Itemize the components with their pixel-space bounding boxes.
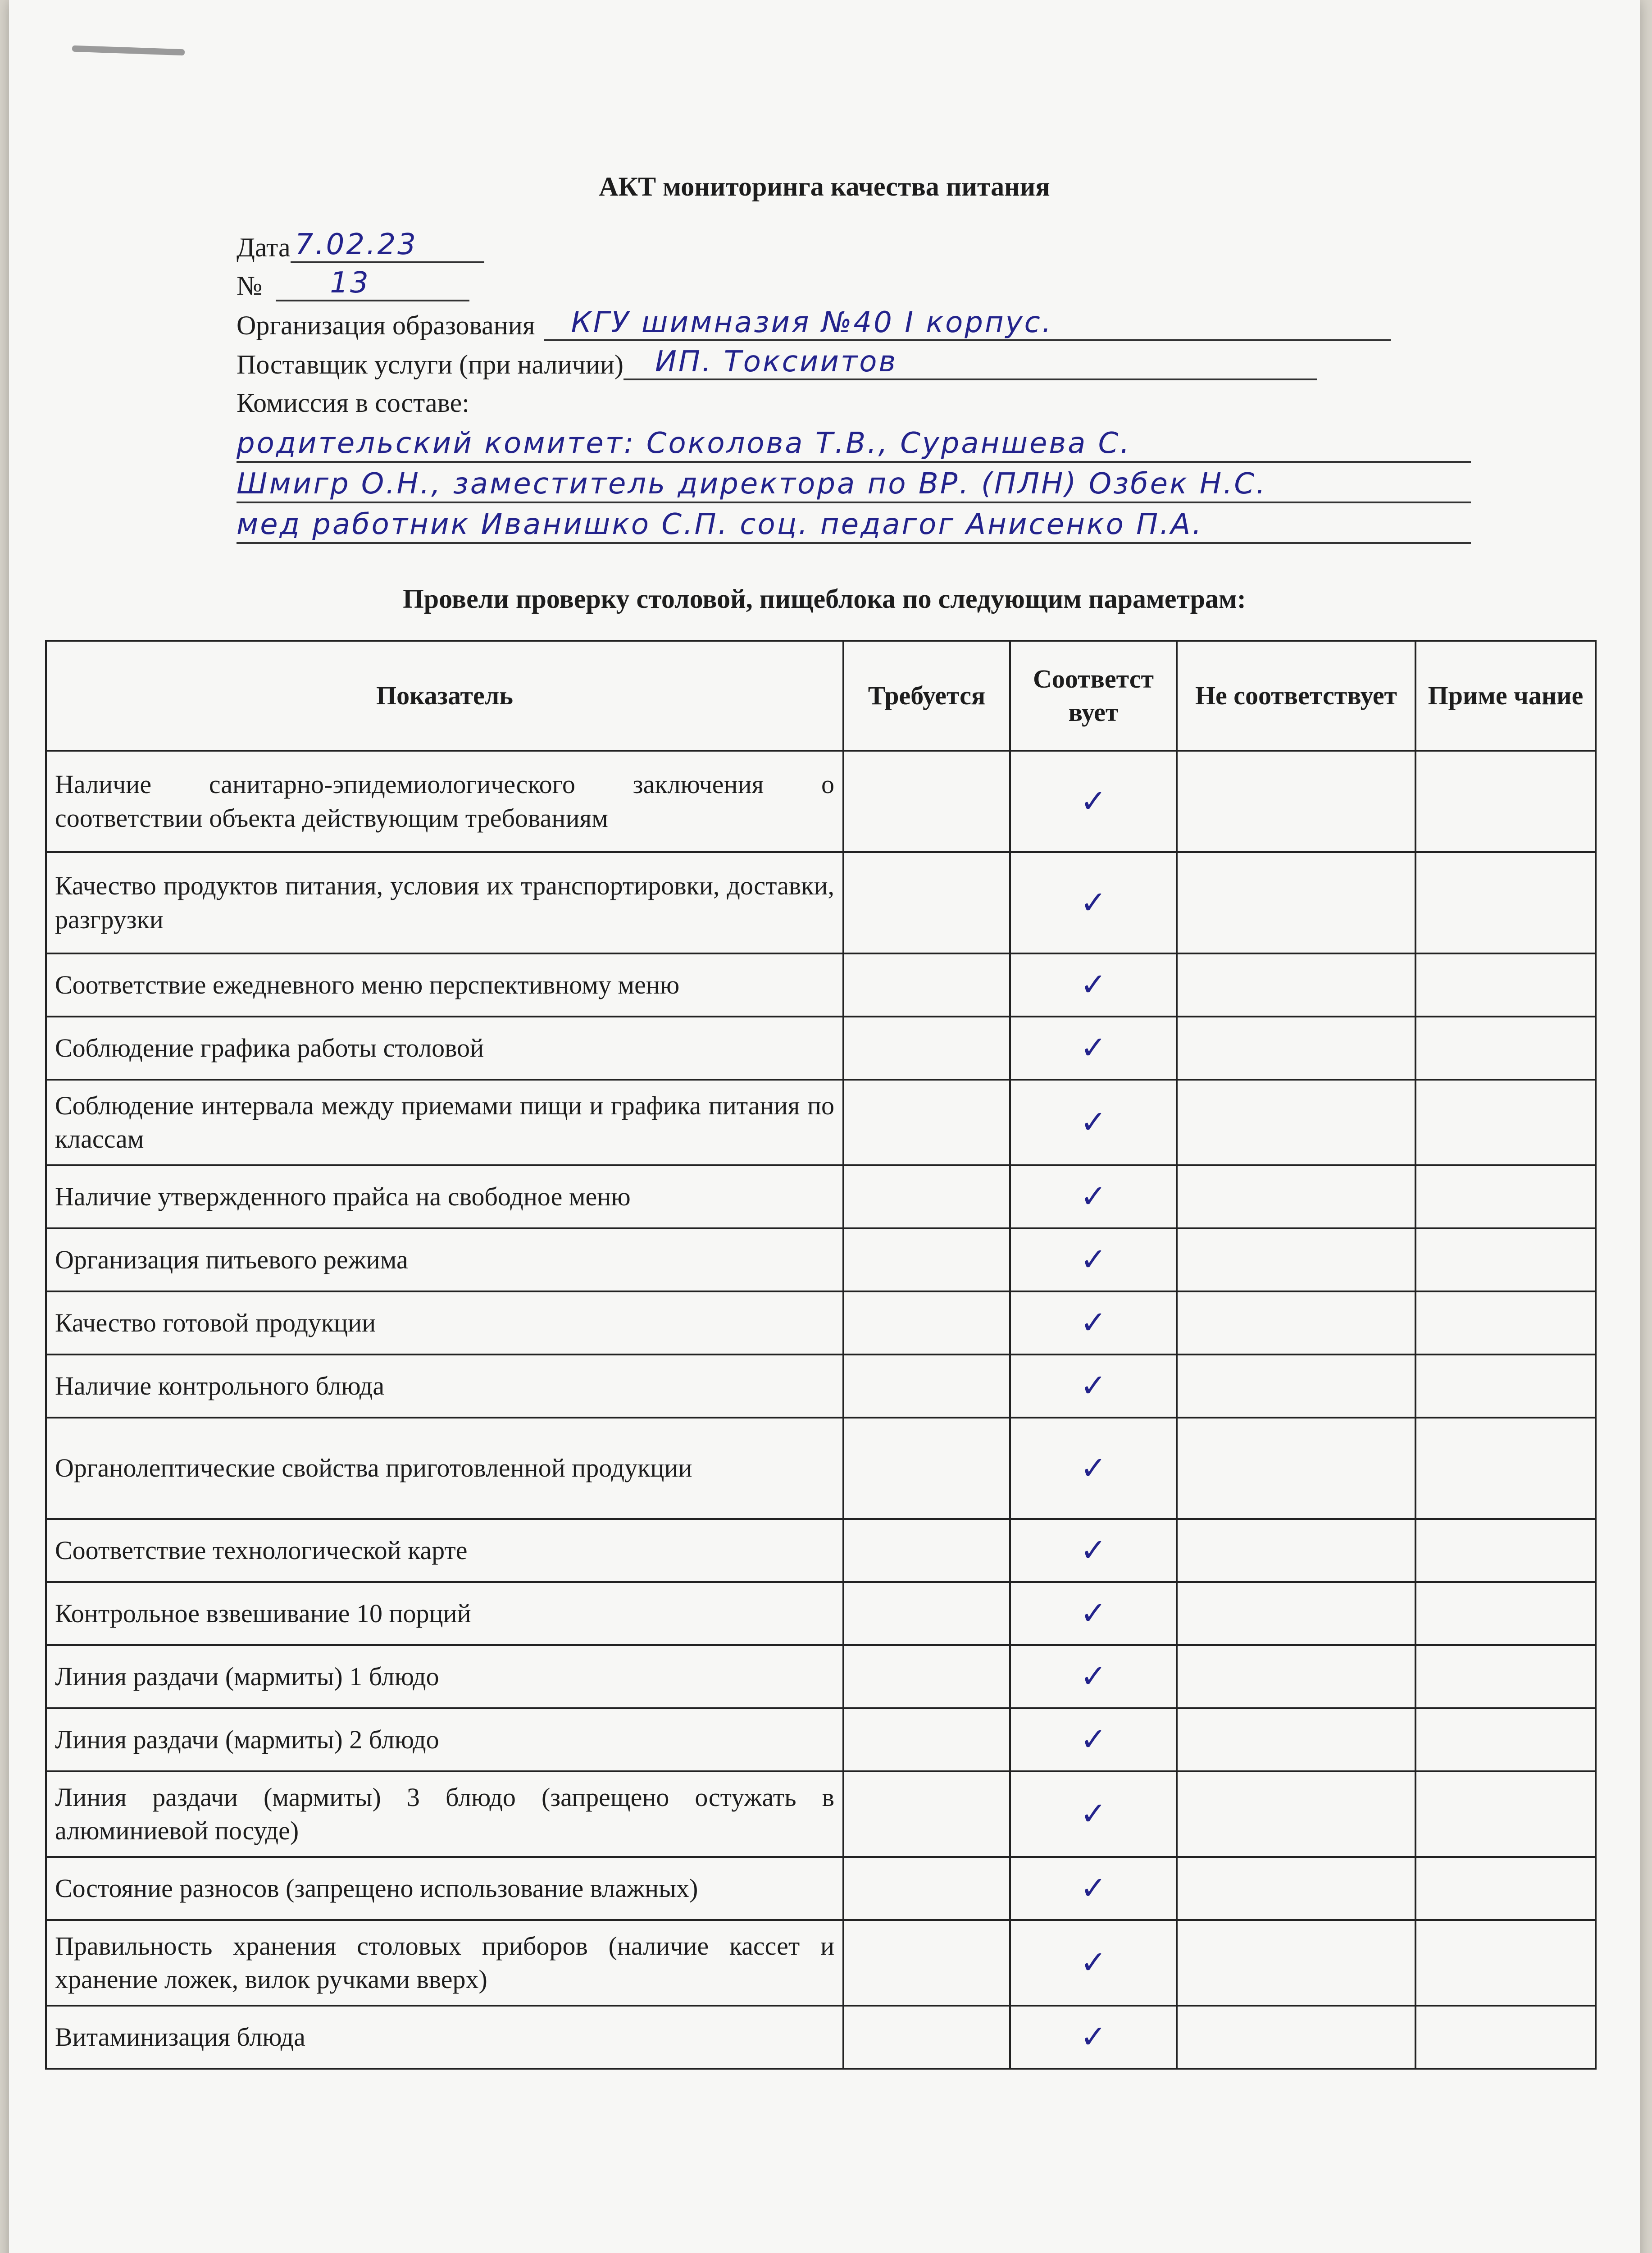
noncompliant-cell: [1177, 1165, 1415, 1228]
check-mark-icon: ✓: [1080, 1721, 1107, 1758]
indicator-cell: Состояние разносов (запрещено использование влажных): [46, 1857, 843, 1920]
required-cell: [843, 1355, 1010, 1418]
inspection-subtitle: Провели проверку столовой, пищеблока по следующим параметрам:: [403, 584, 1246, 614]
compliant-cell: [1010, 1418, 1177, 1519]
document-page: [9, 0, 1640, 2253]
indicator-cell: Организация питьевого режима: [46, 1228, 843, 1291]
required-cell: [843, 1291, 1010, 1355]
note-cell: [1415, 2006, 1596, 2069]
number-line: [276, 266, 469, 301]
number-label: №: [237, 271, 263, 301]
note-cell: [1415, 1165, 1596, 1228]
compliant-cell: [1010, 1017, 1177, 1080]
required-cell: [843, 1582, 1010, 1645]
indicator-cell: Линия раздачи (мармиты) 3 блюдо (запрещено остужать в алюминиевой посуде): [46, 1771, 843, 1857]
noncompliant-cell: [1177, 2006, 1415, 2069]
compliant-cell: [1010, 1165, 1177, 1228]
commission-text-1: родительский комитет: Соколова Т.В., Сураншева С.: [237, 427, 1131, 460]
noncompliant-cell: [1177, 751, 1415, 852]
table-row: [46, 1228, 1596, 1291]
check-mark-icon: ✓: [1080, 782, 1107, 820]
commission-line-2: [237, 466, 1471, 503]
note-cell: [1415, 852, 1596, 953]
note-cell: [1415, 1228, 1596, 1291]
indicator-cell: Линия раздачи (мармиты) 2 блюдо: [46, 1708, 843, 1771]
note-cell: [1415, 1355, 1596, 1418]
inspection-table: [45, 640, 1597, 2070]
check-mark-icon: ✓: [1080, 1241, 1107, 1278]
required-cell: [843, 852, 1010, 953]
commission-row: [237, 388, 469, 419]
document-title: АКТ мониторинга качества питания: [599, 172, 1050, 201]
pen-mark: [72, 46, 185, 56]
table-row: [46, 1708, 1596, 1771]
table-row: [46, 852, 1596, 953]
required-cell: [843, 1080, 1010, 1165]
required-cell: [843, 1771, 1010, 1857]
date-label: Дата: [237, 233, 291, 262]
noncompliant-cell: [1177, 1708, 1415, 1771]
note-cell: [1415, 1920, 1596, 2006]
compliant-cell: [1010, 1857, 1177, 1920]
required-cell: [843, 1519, 1010, 1582]
table-row: [46, 1080, 1596, 1165]
required-cell: [843, 1708, 1010, 1771]
compliant-cell: [1010, 1708, 1177, 1771]
organization-row: [237, 306, 1391, 341]
date-value: 7.02.23: [295, 228, 418, 261]
indicator-cell: Качество готовой продукции: [46, 1291, 843, 1355]
table-row: [46, 1771, 1596, 1857]
compliant-cell: [1010, 1771, 1177, 1857]
header-note: Приме чание: [1415, 641, 1596, 751]
commission-line-1: [237, 426, 1471, 463]
noncompliant-cell: [1177, 1291, 1415, 1355]
table-row: [46, 1165, 1596, 1228]
note-cell: [1415, 953, 1596, 1017]
required-cell: [843, 1017, 1010, 1080]
noncompliant-cell: [1177, 1355, 1415, 1418]
required-cell: [843, 2006, 1010, 2069]
required-cell: [843, 1418, 1010, 1519]
note-cell: [1415, 751, 1596, 852]
table-row: [46, 1519, 1596, 1582]
compliant-cell: [1010, 1582, 1177, 1645]
noncompliant-cell: [1177, 1418, 1415, 1519]
check-mark-icon: ✓: [1080, 1532, 1107, 1569]
table-row: [46, 953, 1596, 1017]
indicator-cell: Качество продуктов питания, условия их транспортировки, доставки, разгрузки: [46, 852, 843, 953]
date-row: [237, 228, 484, 263]
compliant-cell: [1010, 1291, 1177, 1355]
note-cell: [1415, 1771, 1596, 1857]
compliant-cell: [1010, 1519, 1177, 1582]
note-cell: [1415, 1080, 1596, 1165]
number-value: 13: [330, 266, 370, 300]
noncompliant-cell: [1177, 1771, 1415, 1857]
check-mark-icon: ✓: [1080, 1595, 1107, 1632]
table-row: [46, 1017, 1596, 1080]
indicator-cell: Правильность хранения столовых приборов (наличие кассет и хранение ложек, вилок ручками вверх): [46, 1920, 843, 2006]
compliant-cell: [1010, 751, 1177, 852]
commission-label: Комиссия в составе:: [237, 388, 469, 418]
compliant-cell: [1010, 1080, 1177, 1165]
noncompliant-cell: [1177, 852, 1415, 953]
table-row: [46, 1291, 1596, 1355]
supplier-label: Поставщик услуги (при наличии): [237, 350, 624, 379]
table-row: [46, 1355, 1596, 1418]
organization-value: КГУ шимназия №40 I корпус.: [571, 306, 1053, 339]
check-mark-icon: ✓: [1080, 1104, 1107, 1141]
note-cell: [1415, 1708, 1596, 1771]
indicator-cell: Наличие утвержденного прайса на свободное меню: [46, 1165, 843, 1228]
indicator-cell: Органолептические свойства приготовленной продукции: [46, 1418, 843, 1519]
compliant-cell: [1010, 2006, 1177, 2069]
check-mark-icon: ✓: [1080, 884, 1107, 921]
supplier-row: [237, 345, 1317, 380]
table-header-row: [46, 641, 1596, 751]
note-cell: [1415, 1017, 1596, 1080]
check-mark-icon: ✓: [1080, 1795, 1107, 1833]
required-cell: [843, 1857, 1010, 1920]
organization-label: Организация образования: [237, 310, 535, 340]
table-row: [46, 751, 1596, 852]
supplier-line: [623, 345, 1317, 380]
commission-text-3: мед работник Иванишко С.П. соц. педагог Анисенко П.А.: [237, 508, 1203, 541]
noncompliant-cell: [1177, 1645, 1415, 1708]
header-indicator: Показатель: [46, 641, 843, 751]
noncompliant-cell: [1177, 1857, 1415, 1920]
indicator-cell: Соблюдение графика работы столовой: [46, 1017, 843, 1080]
check-mark-icon: ✓: [1080, 2018, 1107, 2056]
indicator-cell: Наличие контрольного блюда: [46, 1355, 843, 1418]
table-row: [46, 1582, 1596, 1645]
indicator-cell: Соблюдение интервала между приемами пищи и графика питания по классам: [46, 1080, 843, 1165]
required-cell: [843, 1228, 1010, 1291]
compliant-cell: [1010, 1355, 1177, 1418]
check-mark-icon: ✓: [1080, 1449, 1107, 1487]
noncompliant-cell: [1177, 1920, 1415, 2006]
note-cell: [1415, 1857, 1596, 1920]
indicator-cell: Соответствие технологической карте: [46, 1519, 843, 1582]
noncompliant-cell: [1177, 1228, 1415, 1291]
required-cell: [843, 751, 1010, 852]
check-mark-icon: ✓: [1080, 1178, 1107, 1215]
date-line: [291, 228, 484, 263]
indicator-cell: Контрольное взвешивание 10 порций: [46, 1582, 843, 1645]
required-cell: [843, 1165, 1010, 1228]
noncompliant-cell: [1177, 1519, 1415, 1582]
check-mark-icon: ✓: [1080, 1870, 1107, 1907]
noncompliant-cell: [1177, 1017, 1415, 1080]
commission-line-3: [237, 507, 1471, 544]
compliant-cell: [1010, 1228, 1177, 1291]
table-row: [46, 1418, 1596, 1519]
commission-text-2: Шмигр О.Н., заместитель директора по ВР. (ПЛН) Озбек Н.С.: [237, 467, 1267, 501]
required-cell: [843, 953, 1010, 1017]
note-cell: [1415, 1645, 1596, 1708]
indicator-cell: Наличие санитарно-эпидемиологического заключения о соответствии объекта действующим требованиям: [46, 751, 843, 852]
check-mark-icon: ✓: [1080, 1304, 1107, 1341]
check-mark-icon: ✓: [1080, 1658, 1107, 1695]
compliant-cell: [1010, 852, 1177, 953]
table-row: [46, 1645, 1596, 1708]
indicator-cell: Соответствие ежедневного меню перспективному меню: [46, 953, 843, 1017]
table-row: [46, 2006, 1596, 2069]
note-cell: [1415, 1582, 1596, 1645]
note-cell: [1415, 1418, 1596, 1519]
header-required: Требуется: [843, 641, 1010, 751]
required-cell: [843, 1920, 1010, 2006]
note-cell: [1415, 1291, 1596, 1355]
compliant-cell: [1010, 953, 1177, 1017]
noncompliant-cell: [1177, 953, 1415, 1017]
check-mark-icon: ✓: [1080, 966, 1107, 1003]
header-noncompliant: Не соответствует: [1177, 641, 1415, 751]
organization-line: [544, 306, 1391, 341]
noncompliant-cell: [1177, 1582, 1415, 1645]
check-mark-icon: ✓: [1080, 1944, 1107, 1981]
compliant-cell: [1010, 1645, 1177, 1708]
table-row: [46, 1920, 1596, 2006]
header-compliant: Соответст вует: [1010, 641, 1177, 751]
table-row: [46, 1857, 1596, 1920]
check-mark-icon: ✓: [1080, 1367, 1107, 1405]
indicator-cell: Линия раздачи (мармиты) 1 блюдо: [46, 1645, 843, 1708]
check-mark-icon: ✓: [1080, 1029, 1107, 1067]
compliant-cell: [1010, 1920, 1177, 2006]
noncompliant-cell: [1177, 1080, 1415, 1165]
supplier-value: ИП. Токсиитов: [655, 345, 898, 379]
required-cell: [843, 1645, 1010, 1708]
note-cell: [1415, 1519, 1596, 1582]
indicator-cell: Витаминизация блюда: [46, 2006, 843, 2069]
number-row: [237, 266, 469, 301]
